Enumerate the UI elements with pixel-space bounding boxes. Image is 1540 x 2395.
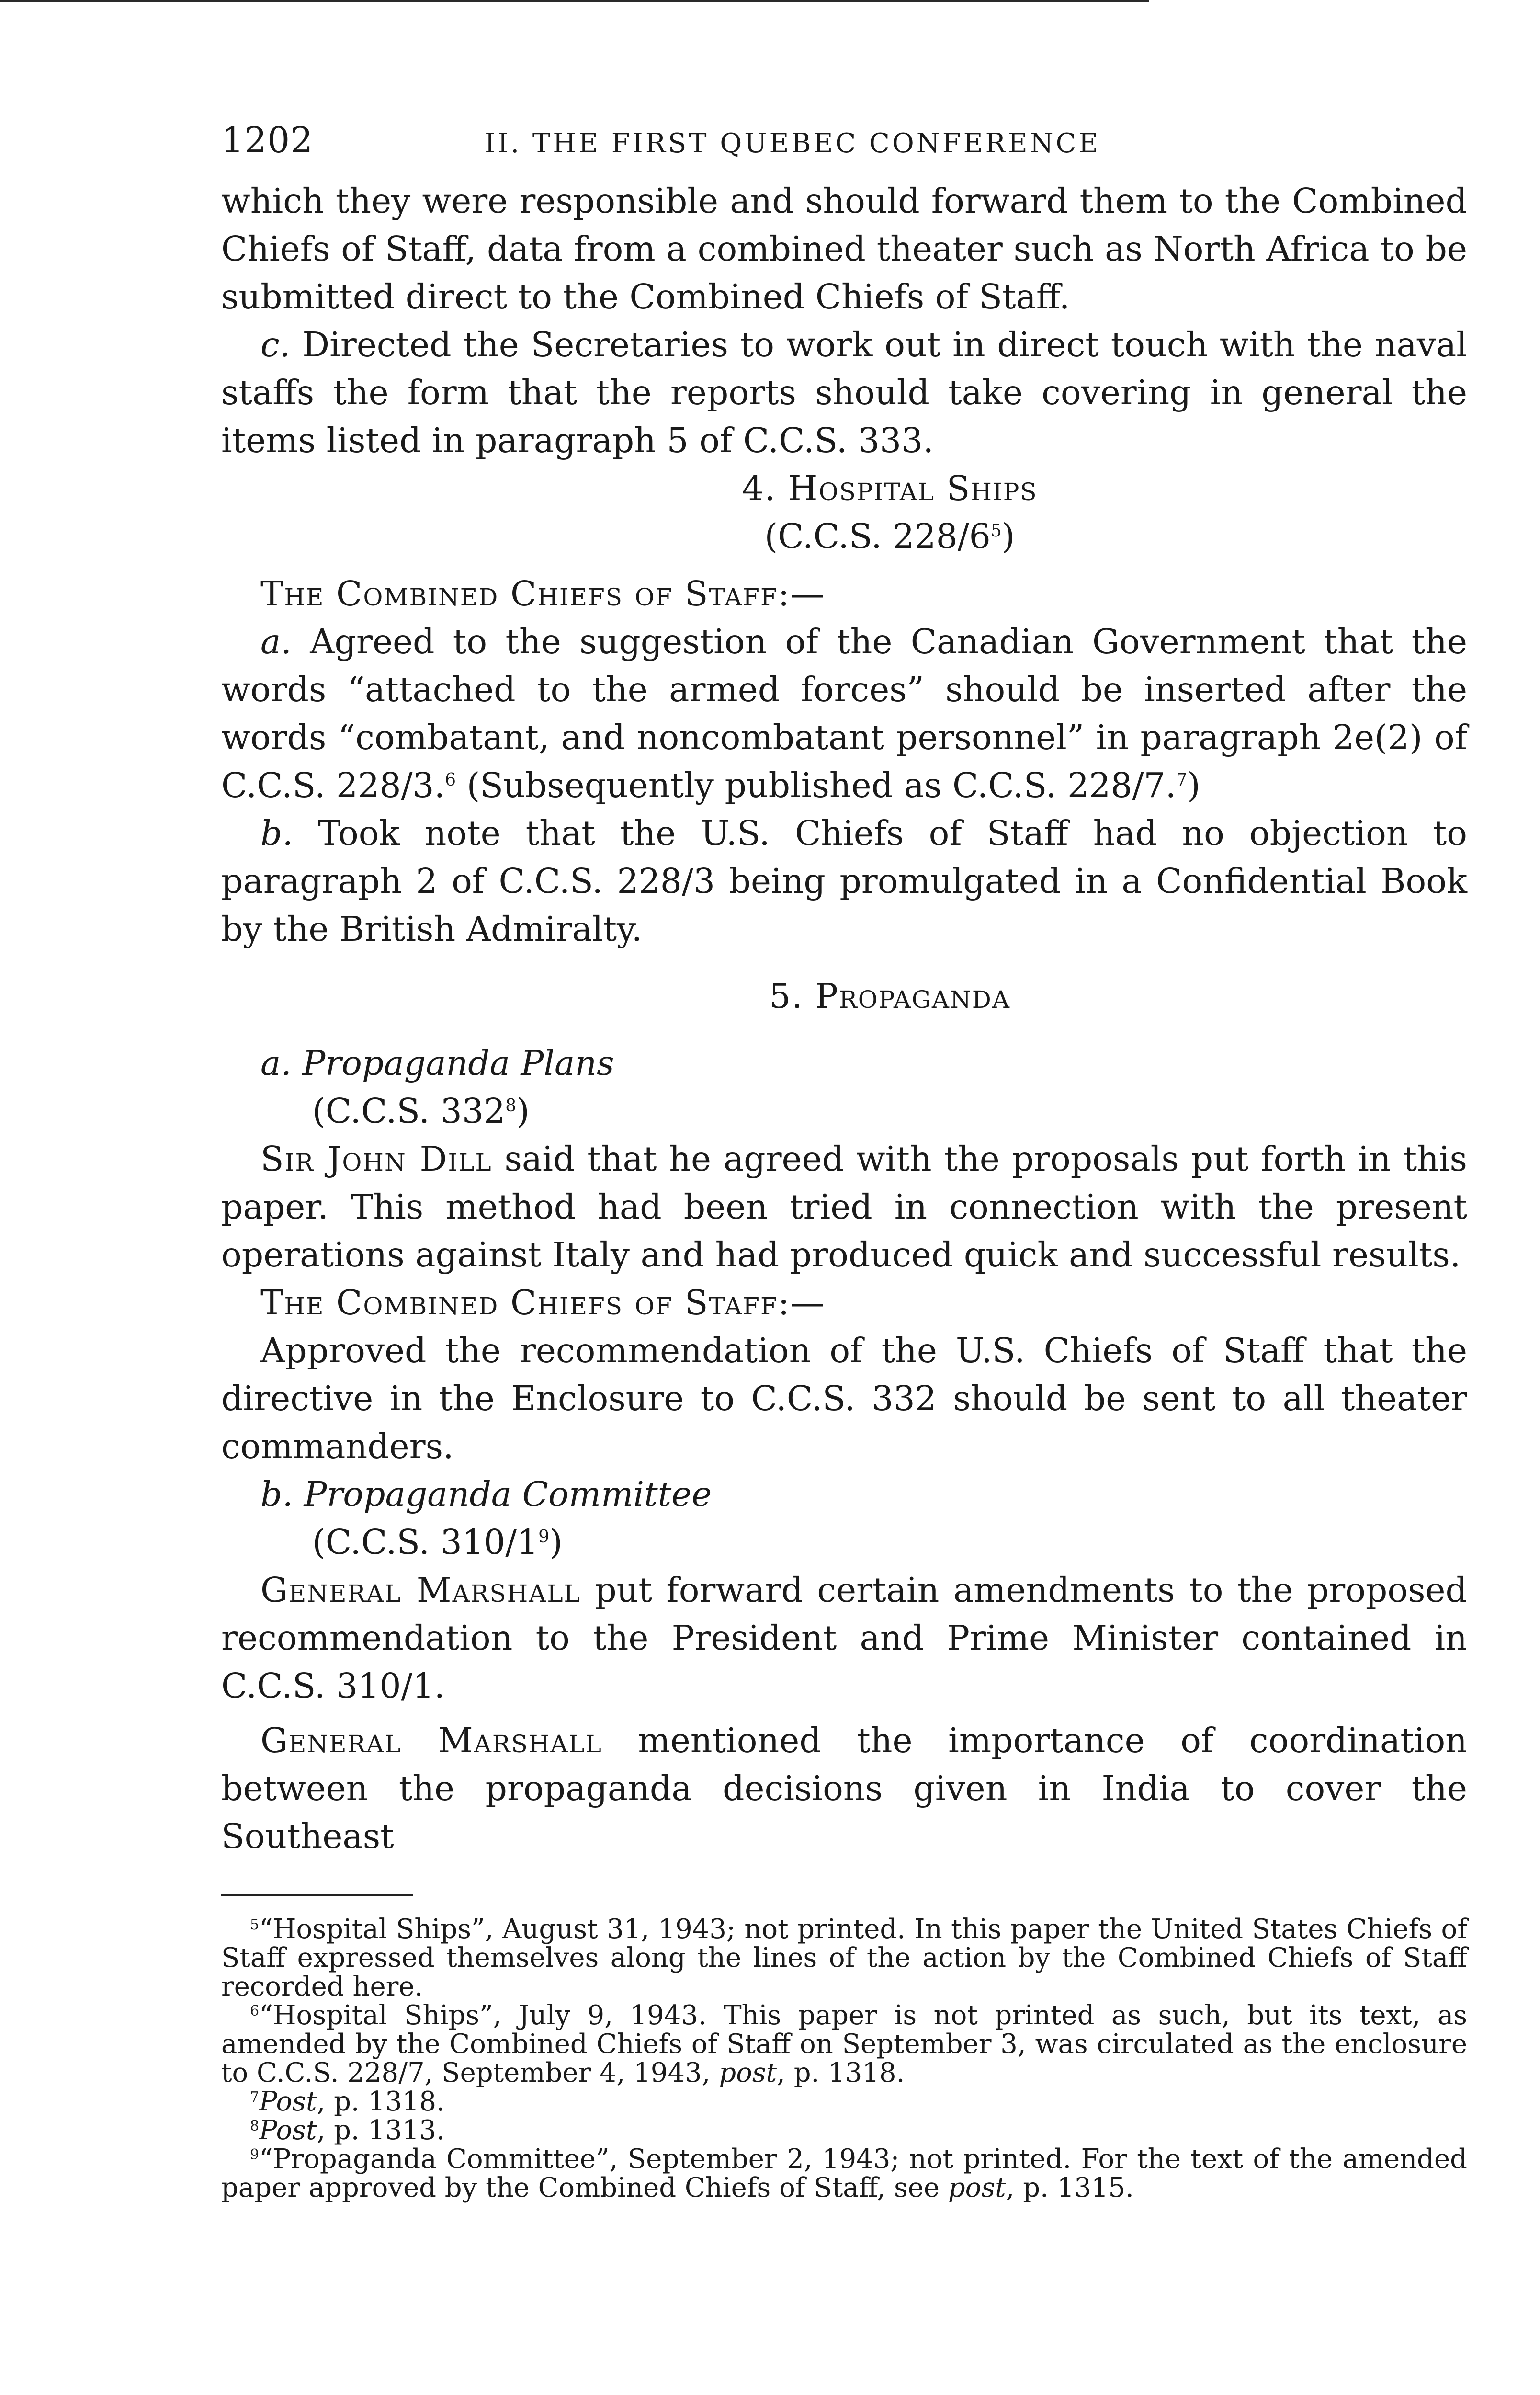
s5-a-ref-text: (C.C.S. 332 [312, 1091, 506, 1131]
item-c-text: Directed the Secretaries to work out in direct touch with the naval staffs the form that the reports should take covering in general the items listed in paragraph 5 of C.C.S. 333. [221, 325, 1467, 460]
footnotes [221, 1915, 1467, 2202]
top-rule [0, 0, 1149, 2]
speaker-marshall-2: General Marshall [260, 1721, 602, 1760]
footnote-6 [221, 2001, 1467, 2087]
section-4-title: 4. Hospital Ships [742, 468, 1038, 508]
s4-a-text: Agreed to the suggestion of the Canadian Government that the words “attached to the armed forces” should be inserted after the words “combatant, and noncombatant personnel” in paragraph 2e(2) of C.C.S. 228/3. [221, 622, 1467, 805]
section-4-ref-text: (C.C.S. 228/6 [764, 516, 991, 556]
footnote-5 [221, 1915, 1467, 2001]
footnote-8-italic: Post [259, 2115, 317, 2146]
ccs-heading: The Combined Chiefs of Staff:— [260, 574, 826, 614]
footnote-7-tail: , p. 1318. [317, 2086, 445, 2117]
footnote-5-num: 5 [250, 1916, 260, 1933]
section-4-item-b [221, 810, 1467, 953]
footnote-6-italic: post [719, 2057, 777, 2088]
footnote-6-tail: , p. 1318. [777, 2057, 905, 2088]
footnote-9-num: 9 [250, 2146, 260, 2163]
footnote-6-num: 6 [250, 2003, 260, 2019]
dill-paragraph [221, 1135, 1467, 1279]
footnote-9 [221, 2145, 1467, 2202]
s5-b-ref-close: ) [549, 1522, 563, 1562]
approved-paragraph: Approved the recommendation of the U.S. Chiefs of Staff that the directive in the Enclosure to C.C.S. 332 should be sent to all theater commanders. [221, 1331, 1467, 1466]
s5-a-heading: a. Propaganda Plans [260, 1043, 614, 1083]
footnote-5-text: “Hospital Ships”, August 31, 1943; not printed. In this paper the United States Chiefs of Staff expressed themselves along the lines of the action by the Combined Chiefs of Staff recorded here. [221, 1914, 1467, 2002]
s4-a-mid: (Subsequently published as C.C.S. 228/7. [456, 765, 1177, 805]
body-text [221, 177, 1467, 1860]
marshall-text-2: mentioned the importance of coordination between the propaganda decisions given in India to cover the Southeast [221, 1721, 1467, 1856]
footnote-8-num: 8 [250, 2118, 260, 2134]
footnote-ref-5: 5 [990, 521, 1002, 541]
running-title: II. THE FIRST QUEBEC CONFERENCE [485, 128, 1101, 159]
footnote-8-tail: , p. 1313. [317, 2115, 445, 2146]
section-4-item-a [221, 618, 1467, 810]
continuation-paragraph: which they were responsible and should forward them to the Combined Chiefs of Staff, data from a combined theater such as North Africa to be submitted direct to the Combined Chiefs of Staff. [221, 181, 1467, 317]
footnote-7-num: 7 [250, 2089, 260, 2106]
footnote-8 [221, 2116, 1467, 2145]
s5-a-ref [221, 1087, 1467, 1135]
marshall-text-1: put forward certain amendments to the proposed recommendation to the President and Prime Minister contained in C.C.S. 310/1. [221, 1570, 1467, 1706]
item-c [221, 321, 1467, 465]
item-c-label: c. [260, 325, 291, 365]
footnote-ref-7: 7 [1176, 770, 1188, 790]
footnote-ref-9: 9 [538, 1527, 550, 1547]
s5-b-ref-text: (C.C.S. 310/1 [312, 1522, 539, 1562]
s4-a-close: ) [1187, 765, 1200, 805]
footnote-6-text: “Hospital Ships”, July 9, 1943. This paper is not printed as such, but its text, as amended by the Combined Chiefs of Staff on September 3, was circulated as the enclosure to C.C.S. 228/7, September 4, 1943, [221, 2000, 1467, 2088]
footnote-7-italic: Post [259, 2086, 317, 2117]
footnote-ref-6: 6 [445, 770, 456, 790]
page [221, 120, 1467, 2202]
s4-b-text: Took note that the U.S. Chiefs of Staff had no objection to paragraph 2 of C.C.S. 228/3 being promulgated in a Confidential Book by the British Admiralty. [221, 813, 1467, 949]
footnote-7 [221, 2087, 1467, 2116]
footnote-9-italic: post [948, 2172, 1006, 2203]
s4-a-label: a. [260, 622, 292, 661]
dill-text: said that he agreed with the proposals put forth in this paper. This method had been tried in connection with the present operations against Italy and had produced quick and successful results. [221, 1139, 1467, 1275]
section-4-ref [221, 513, 1467, 560]
page-header [221, 120, 1467, 177]
s5-b-ref [221, 1518, 1467, 1566]
footnote-9-tail: , p. 1315. [1006, 2172, 1134, 2203]
speaker-marshall-1: General Marshall [260, 1570, 581, 1610]
marshall-paragraph-1 [221, 1566, 1467, 1710]
section-4-ref-close: ) [1001, 516, 1015, 556]
s5-b-heading: b. Propaganda Committee [260, 1474, 712, 1514]
s5-a-ref-close: ) [516, 1091, 530, 1131]
page-number: 1202 [221, 120, 314, 161]
s4-b-label: b. [260, 813, 294, 853]
footnote-9-text: “Propaganda Committee”, September 2, 1943; not printed. For the text of the amended paper approved by the Combined Chiefs of Staff, see [221, 2144, 1467, 2203]
section-5-title: 5. Propaganda [769, 976, 1010, 1016]
ccs-heading-2: The Combined Chiefs of Staff:— [260, 1283, 826, 1323]
marshall-paragraph-2 [221, 1717, 1467, 1860]
footnote-divider [221, 1894, 413, 1896]
speaker-dill: Sir John Dill [260, 1139, 492, 1179]
footnote-ref-8: 8 [505, 1096, 517, 1116]
